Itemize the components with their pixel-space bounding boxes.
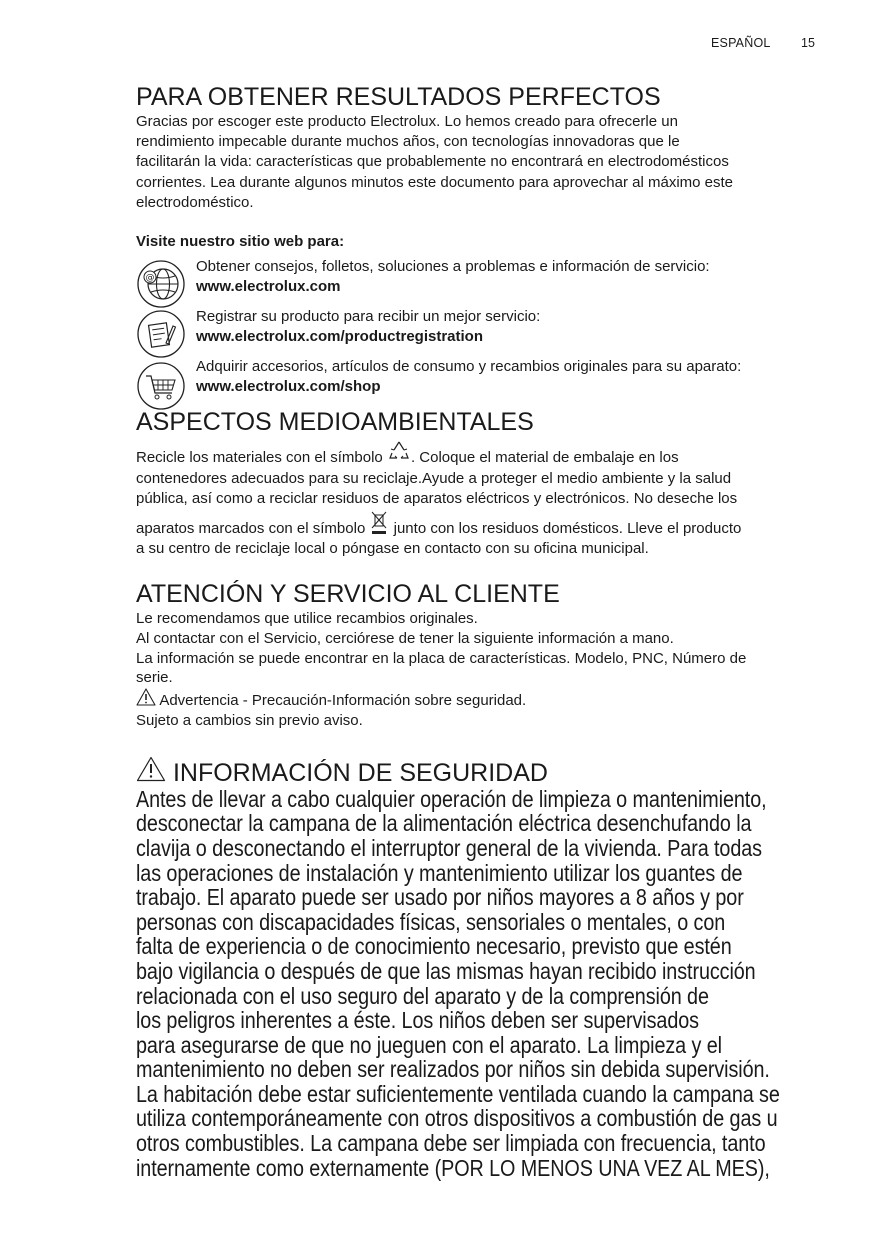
safety-line: relacionada con el uso seguro del aparato y de la comprensión de [136, 982, 709, 1009]
intro-paragraph [136, 112, 826, 213]
svg-text:@: @ [145, 273, 155, 284]
website-item-text: Adquirir accesorios, artículos de consumo y recambios originales para su aparato: [196, 358, 742, 376]
page-number: 15 [801, 36, 815, 50]
section-title-customer-service: ATENCIÓN Y SERVICIO AL CLIENTE [136, 579, 560, 608]
service-line: Advertencia - Precaución-Información sobre seguridad. [156, 692, 527, 710]
safety-line: utiliza contemporáneamente con otros dispositivos a combustión de gas u [136, 1105, 778, 1132]
safety-paragraph [136, 787, 815, 1181]
website-item-text: Obtener consejos, folletos, soluciones a problemas e información de servicio: [196, 258, 710, 276]
environment-line: . Coloque el material de embalaje en los [410, 449, 679, 467]
intro-line: rendimiento impecable durante muchos años, con tecnologías innovadoras que le [136, 133, 680, 151]
environment-paragraph [136, 440, 826, 560]
service-line: La información se puede encontrar en la placa de características. Modelo, PNC, Número de [136, 649, 747, 667]
environment-line: aparatos marcados con el símbolo [136, 519, 366, 537]
section-title-safety [136, 756, 826, 787]
intro-line: corrientes. Lea durante algunos minutos este documento para aprovechar al máximo este [136, 173, 734, 191]
safety-line: trabajo. El aparato puede ser usado por niños mayores a 8 años y por [136, 884, 744, 911]
safety-line: Antes de llevar a cabo cualquier operación de limpieza o mantenimiento, [136, 785, 767, 812]
website-item-register [136, 307, 826, 357]
website-item-shop [136, 357, 826, 407]
section-title-environment: ASPECTOS MEDIOAMBIENTALES [136, 408, 534, 437]
service-line: Al contactar con el Servicio, cerciórese de tener la siguiente información a mano. [136, 629, 674, 647]
environment-line: pública, así como a reciclar residuos de aparatos eléctricos y electrónicos. No deseche los [136, 490, 738, 508]
safety-line: falta de experiencia o de conocimiento necesario, previsto que estén [136, 933, 732, 960]
warning-triangle-icon [136, 756, 166, 782]
safety-line: internamente como externamente (POR LO MENOS UNA VEZ AL MES), [136, 1154, 770, 1181]
website-link-shop[interactable]: www.electrolux.com/shop [196, 378, 381, 396]
website-item-text: Registrar su producto para recibir un mejor servicio: [196, 308, 541, 326]
customer-service-paragraph [136, 609, 826, 731]
intro-line: electrodoméstico. [136, 193, 254, 211]
intro-line: facilitarán la vida: características que probablemente no encontrará en electrodomésticos [136, 153, 729, 171]
safety-line: otros combustibles. La campana debe ser limpiada con frecuencia, tanto [136, 1130, 766, 1157]
environment-line: Recicle los materiales con el símbolo [136, 449, 383, 467]
safety-line: para asegurarse de que no jueguen con el aparato. La limpieza y el [136, 1031, 722, 1058]
website-link-productregistration[interactable]: www.electrolux.com/productregistration [196, 328, 483, 346]
warning-triangle-icon [136, 688, 156, 706]
safety-line: bajo vigilancia o después de que las mismas hayan recibido instrucción [136, 957, 756, 984]
safety-line: mantenimiento no deben ser realizados por niños sin debida supervisión. [136, 1056, 770, 1083]
safety-title-text: INFORMACIÓN DE SEGURIDAD [166, 758, 548, 787]
registration-form-icon [136, 309, 186, 359]
visit-website-label: Visite nuestro sitio web para: [136, 233, 345, 251]
shopping-cart-icon [136, 361, 186, 411]
recycle-icon [387, 440, 411, 464]
environment-line: contenedores adecuados para su reciclaje.Ayude a proteger el medio ambiente y la salud [136, 469, 732, 487]
section-title-perfect-results: PARA OBTENER RESULTADOS PERFECTOS [136, 83, 661, 111]
website-link-electrolux[interactable]: www.electrolux.com [196, 278, 341, 296]
service-line: Sujeto a cambios sin previo aviso. [136, 711, 363, 729]
service-line: Le recomendamos que utilice recambios originales. [136, 609, 478, 627]
header-language: ESPAÑOL [711, 36, 771, 50]
globe-icon [136, 259, 186, 309]
page-content [136, 82, 826, 1180]
safety-line: los peligros inherentes a éste. Los niños deben ser supervisados [136, 1007, 699, 1034]
safety-line: las operaciones de instalación y mantenimiento utilizar los guantes de [136, 859, 743, 886]
environment-line: junto con los residuos domésticos. Lleve el producto [389, 519, 742, 537]
safety-line: personas con discapacidades físicas, sensoriales o mentales, o con [136, 908, 726, 935]
environment-line: a su centro de reciclaje local o póngase en contacto con su oficina municipal. [136, 540, 649, 558]
crossed-bin-icon [369, 510, 389, 536]
safety-line: clavija o desconectando el interruptor general de la vivienda. Para todas [136, 834, 762, 861]
safety-line: desconectar la campana de la alimentación eléctrica desenchufando la [136, 810, 752, 837]
service-line: serie. [136, 669, 173, 687]
safety-line: La habitación debe estar suficientemente ventilada cuando la campana se [136, 1080, 780, 1107]
intro-line: Gracias por escoger este producto Electrolux. Lo hemos creado para ofrecerle un [136, 113, 678, 130]
website-item-service [136, 257, 826, 307]
